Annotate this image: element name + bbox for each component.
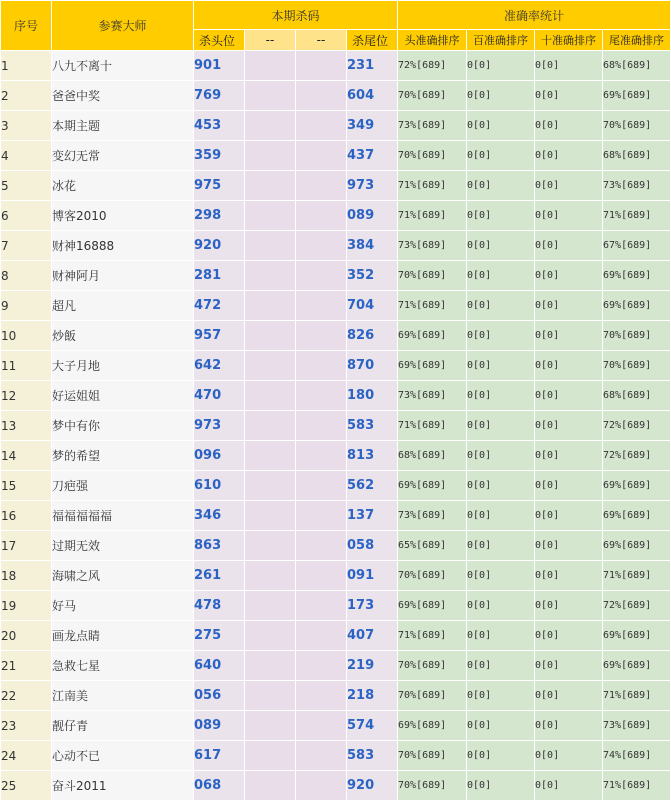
row-master-name[interactable]: 奋斗2011 xyxy=(52,771,193,800)
row-acc-hundred: 0[0] xyxy=(467,771,534,800)
header-accuracy-group: 准确率统计 xyxy=(398,1,670,29)
row-acc-hundred: 0[0] xyxy=(467,171,534,200)
row-kill-tail: 173 xyxy=(347,591,397,620)
row-acc-tail: 71%[689] xyxy=(603,201,670,230)
row-acc-hundred: 0[0] xyxy=(467,321,534,350)
row-acc-tail: 69%[689] xyxy=(603,621,670,650)
row-acc-tail: 71%[689] xyxy=(603,561,670,590)
row-acc-hundred: 0[0] xyxy=(467,201,534,230)
row-acc-head: 69%[689] xyxy=(398,321,466,350)
row-empty-1 xyxy=(245,351,295,380)
row-empty-2 xyxy=(296,621,346,650)
table-row xyxy=(1,501,670,530)
row-empty-1 xyxy=(245,621,295,650)
row-acc-tail: 70%[689] xyxy=(603,321,670,350)
row-kill-head: 089 xyxy=(194,711,244,740)
table-row xyxy=(1,531,670,560)
row-acc-hundred: 0[0] xyxy=(467,561,534,590)
row-seq: 18 xyxy=(1,561,51,590)
table-body xyxy=(1,51,670,800)
row-acc-ten: 0[0] xyxy=(535,621,602,650)
header-kill-group: 本期杀码 xyxy=(194,1,397,29)
row-acc-ten: 0[0] xyxy=(535,201,602,230)
table-row xyxy=(1,261,670,290)
row-acc-tail: 68%[689] xyxy=(603,381,670,410)
row-empty-2 xyxy=(296,441,346,470)
row-empty-1 xyxy=(245,531,295,560)
table-row xyxy=(1,741,670,770)
row-kill-head: 470 xyxy=(194,381,244,410)
row-kill-tail: 231 xyxy=(347,51,397,80)
row-empty-1 xyxy=(245,201,295,230)
header-acc-head: 头准确排序 xyxy=(398,30,466,50)
row-acc-ten: 0[0] xyxy=(535,81,602,110)
row-kill-tail: 384 xyxy=(347,231,397,260)
row-kill-head: 973 xyxy=(194,411,244,440)
table-row xyxy=(1,651,670,680)
row-acc-ten: 0[0] xyxy=(535,741,602,770)
row-empty-2 xyxy=(296,201,346,230)
row-seq: 17 xyxy=(1,531,51,560)
header-empty-2: -- xyxy=(296,30,346,50)
row-acc-tail: 70%[689] xyxy=(603,351,670,380)
row-empty-1 xyxy=(245,501,295,530)
row-seq: 13 xyxy=(1,411,51,440)
row-kill-tail: 920 xyxy=(347,771,397,800)
row-acc-head: 73%[689] xyxy=(398,111,466,140)
row-acc-hundred: 0[0] xyxy=(467,681,534,710)
row-acc-hundred: 0[0] xyxy=(467,591,534,620)
row-empty-2 xyxy=(296,171,346,200)
header-kill-head: 杀头位 xyxy=(194,30,244,50)
row-kill-head: 642 xyxy=(194,351,244,380)
table-row xyxy=(1,201,670,230)
table-row xyxy=(1,441,670,470)
row-acc-ten: 0[0] xyxy=(535,501,602,530)
row-kill-head: 863 xyxy=(194,531,244,560)
row-acc-hundred: 0[0] xyxy=(467,291,534,320)
row-acc-ten: 0[0] xyxy=(535,591,602,620)
row-acc-head: 70%[689] xyxy=(398,681,466,710)
row-acc-hundred: 0[0] xyxy=(467,381,534,410)
row-kill-head: 346 xyxy=(194,501,244,530)
row-empty-1 xyxy=(245,291,295,320)
row-empty-2 xyxy=(296,261,346,290)
row-master-name[interactable]: 变幻无常 xyxy=(52,141,193,170)
row-master-name[interactable]: 炒飯 xyxy=(52,321,193,350)
row-acc-head: 71%[689] xyxy=(398,171,466,200)
row-empty-1 xyxy=(245,681,295,710)
row-acc-ten: 0[0] xyxy=(535,291,602,320)
row-acc-tail: 70%[689] xyxy=(603,111,670,140)
header-empty-1: -- xyxy=(245,30,295,50)
row-acc-tail: 69%[689] xyxy=(603,291,670,320)
row-empty-1 xyxy=(245,771,295,800)
row-acc-head: 68%[689] xyxy=(398,441,466,470)
header-row xyxy=(1,1,670,29)
row-kill-tail: 813 xyxy=(347,441,397,470)
row-seq: 12 xyxy=(1,381,51,410)
row-empty-1 xyxy=(245,81,295,110)
row-empty-1 xyxy=(245,591,295,620)
row-master-name[interactable]: 本期主题 xyxy=(52,111,193,140)
row-kill-tail: 219 xyxy=(347,651,397,680)
row-kill-tail: 583 xyxy=(347,411,397,440)
row-acc-tail: 67%[689] xyxy=(603,231,670,260)
row-empty-2 xyxy=(296,741,346,770)
row-seq: 16 xyxy=(1,501,51,530)
row-acc-hundred: 0[0] xyxy=(467,531,534,560)
row-empty-2 xyxy=(296,141,346,170)
row-kill-tail: 870 xyxy=(347,351,397,380)
row-acc-hundred: 0[0] xyxy=(467,81,534,110)
row-master-name[interactable]: 梦的希望 xyxy=(52,441,193,470)
row-acc-hundred: 0[0] xyxy=(467,111,534,140)
row-seq: 14 xyxy=(1,441,51,470)
row-kill-head: 769 xyxy=(194,81,244,110)
table-row xyxy=(1,471,670,500)
row-empty-1 xyxy=(245,561,295,590)
row-seq: 19 xyxy=(1,591,51,620)
row-seq: 3 xyxy=(1,111,51,140)
table-row xyxy=(1,111,670,140)
table-row xyxy=(1,231,670,260)
row-empty-1 xyxy=(245,141,295,170)
row-kill-tail: 704 xyxy=(347,291,397,320)
row-acc-tail: 72%[689] xyxy=(603,591,670,620)
row-acc-head: 70%[689] xyxy=(398,651,466,680)
row-acc-tail: 73%[689] xyxy=(603,711,670,740)
row-seq: 10 xyxy=(1,321,51,350)
row-acc-tail: 72%[689] xyxy=(603,441,670,470)
row-acc-hundred: 0[0] xyxy=(467,441,534,470)
row-master-name[interactable]: 靓仔青 xyxy=(52,711,193,740)
row-acc-tail: 69%[689] xyxy=(603,81,670,110)
row-acc-head: 70%[689] xyxy=(398,261,466,290)
row-acc-hundred: 0[0] xyxy=(467,471,534,500)
row-master-name[interactable]: 刀疤强 xyxy=(52,471,193,500)
row-acc-ten: 0[0] xyxy=(535,351,602,380)
row-acc-tail: 69%[689] xyxy=(603,501,670,530)
row-seq: 5 xyxy=(1,171,51,200)
row-master-name[interactable]: 好运姐姐 xyxy=(52,381,193,410)
row-empty-1 xyxy=(245,51,295,80)
row-acc-ten: 0[0] xyxy=(535,651,602,680)
row-empty-1 xyxy=(245,231,295,260)
row-kill-head: 920 xyxy=(194,231,244,260)
row-acc-head: 69%[689] xyxy=(398,591,466,620)
row-acc-ten: 0[0] xyxy=(535,411,602,440)
row-seq: 4 xyxy=(1,141,51,170)
row-kill-tail: 973 xyxy=(347,171,397,200)
table-row xyxy=(1,171,670,200)
row-seq: 21 xyxy=(1,651,51,680)
row-empty-2 xyxy=(296,321,346,350)
row-acc-head: 73%[689] xyxy=(398,501,466,530)
row-acc-hundred: 0[0] xyxy=(467,621,534,650)
row-empty-2 xyxy=(296,591,346,620)
row-acc-ten: 0[0] xyxy=(535,381,602,410)
row-acc-tail: 69%[689] xyxy=(603,261,670,290)
header-seq: 序号 xyxy=(1,1,51,50)
row-kill-head: 640 xyxy=(194,651,244,680)
row-acc-hundred: 0[0] xyxy=(467,501,534,530)
row-kill-head: 610 xyxy=(194,471,244,500)
row-acc-ten: 0[0] xyxy=(535,141,602,170)
row-empty-1 xyxy=(245,411,295,440)
row-kill-tail: 407 xyxy=(347,621,397,650)
row-seq: 24 xyxy=(1,741,51,770)
row-empty-2 xyxy=(296,291,346,320)
row-acc-tail: 73%[689] xyxy=(603,171,670,200)
row-seq: 23 xyxy=(1,711,51,740)
row-kill-head: 957 xyxy=(194,321,244,350)
row-master-name[interactable]: 八九不离十 xyxy=(52,51,193,80)
table-row xyxy=(1,321,670,350)
row-acc-hundred: 0[0] xyxy=(467,231,534,260)
row-master-name[interactable]: 心动不已 xyxy=(52,741,193,770)
row-empty-1 xyxy=(245,111,295,140)
row-kill-head: 901 xyxy=(194,51,244,80)
row-kill-tail: 218 xyxy=(347,681,397,710)
row-kill-head: 478 xyxy=(194,591,244,620)
row-acc-head: 71%[689] xyxy=(398,411,466,440)
table-row xyxy=(1,381,670,410)
row-acc-ten: 0[0] xyxy=(535,231,602,260)
row-kill-tail: 562 xyxy=(347,471,397,500)
row-kill-tail: 180 xyxy=(347,381,397,410)
row-kill-tail: 352 xyxy=(347,261,397,290)
row-acc-head: 71%[689] xyxy=(398,291,466,320)
row-kill-tail: 583 xyxy=(347,741,397,770)
row-empty-2 xyxy=(296,681,346,710)
row-empty-1 xyxy=(245,171,295,200)
row-acc-tail: 69%[689] xyxy=(603,471,670,500)
row-empty-2 xyxy=(296,351,346,380)
row-kill-head: 975 xyxy=(194,171,244,200)
row-acc-head: 73%[689] xyxy=(398,231,466,260)
row-acc-hundred: 0[0] xyxy=(467,261,534,290)
table-row xyxy=(1,711,670,740)
row-acc-ten: 0[0] xyxy=(535,321,602,350)
row-acc-ten: 0[0] xyxy=(535,711,602,740)
row-kill-tail: 349 xyxy=(347,111,397,140)
row-acc-head: 70%[689] xyxy=(398,771,466,800)
row-acc-head: 69%[689] xyxy=(398,471,466,500)
row-kill-head: 617 xyxy=(194,741,244,770)
row-empty-1 xyxy=(245,471,295,500)
row-acc-ten: 0[0] xyxy=(535,261,602,290)
table-row xyxy=(1,141,670,170)
row-acc-ten: 0[0] xyxy=(535,681,602,710)
row-acc-ten: 0[0] xyxy=(535,111,602,140)
table-row xyxy=(1,81,670,110)
row-acc-head: 69%[689] xyxy=(398,711,466,740)
table-row xyxy=(1,621,670,650)
row-master-name[interactable]: 过期无效 xyxy=(52,531,193,560)
row-acc-tail: 71%[689] xyxy=(603,681,670,710)
row-acc-ten: 0[0] xyxy=(535,441,602,470)
row-empty-2 xyxy=(296,51,346,80)
row-master-name[interactable]: 江南美 xyxy=(52,681,193,710)
row-kill-tail: 574 xyxy=(347,711,397,740)
row-kill-tail: 604 xyxy=(347,81,397,110)
row-acc-head: 65%[689] xyxy=(398,531,466,560)
row-acc-tail: 74%[689] xyxy=(603,741,670,770)
row-master-name[interactable]: 画龙点睛 xyxy=(52,621,193,650)
row-master-name[interactable]: 冰花 xyxy=(52,171,193,200)
row-acc-ten: 0[0] xyxy=(535,771,602,800)
row-acc-hundred: 0[0] xyxy=(467,711,534,740)
row-acc-head: 73%[689] xyxy=(398,381,466,410)
row-kill-head: 298 xyxy=(194,201,244,230)
table-row xyxy=(1,51,670,80)
row-seq: 11 xyxy=(1,351,51,380)
row-kill-head: 275 xyxy=(194,621,244,650)
row-seq: 15 xyxy=(1,471,51,500)
row-acc-head: 72%[689] xyxy=(398,51,466,80)
row-acc-hundred: 0[0] xyxy=(467,741,534,770)
row-acc-ten: 0[0] xyxy=(535,561,602,590)
row-empty-1 xyxy=(245,381,295,410)
row-kill-tail: 137 xyxy=(347,501,397,530)
row-kill-head: 472 xyxy=(194,291,244,320)
row-kill-tail: 826 xyxy=(347,321,397,350)
row-acc-head: 69%[689] xyxy=(398,351,466,380)
row-acc-ten: 0[0] xyxy=(535,171,602,200)
row-acc-tail: 68%[689] xyxy=(603,51,670,80)
table-row xyxy=(1,591,670,620)
row-acc-head: 70%[689] xyxy=(398,81,466,110)
row-acc-tail: 71%[689] xyxy=(603,771,670,800)
table-row xyxy=(1,561,670,590)
row-seq: 2 xyxy=(1,81,51,110)
row-acc-hundred: 0[0] xyxy=(467,651,534,680)
row-empty-1 xyxy=(245,741,295,770)
header-acc-hundred: 百准确排序 xyxy=(467,30,534,50)
row-kill-head: 453 xyxy=(194,111,244,140)
row-acc-tail: 69%[689] xyxy=(603,531,670,560)
row-master-name[interactable]: 海啸之风 xyxy=(52,561,193,590)
row-empty-2 xyxy=(296,471,346,500)
header-kill-tail: 杀尾位 xyxy=(347,30,397,50)
row-master-name[interactable]: 博客2010 xyxy=(52,201,193,230)
row-acc-head: 71%[689] xyxy=(398,201,466,230)
row-master-name[interactable]: 财神16888 xyxy=(52,231,193,260)
header-acc-tail: 尾准确排序 xyxy=(603,30,670,50)
row-acc-ten: 0[0] xyxy=(535,51,602,80)
row-acc-ten: 0[0] xyxy=(535,531,602,560)
row-empty-2 xyxy=(296,381,346,410)
row-master-name[interactable]: 福福福福福 xyxy=(52,501,193,530)
row-acc-head: 70%[689] xyxy=(398,741,466,770)
row-empty-2 xyxy=(296,651,346,680)
header-acc-ten: 十准确排序 xyxy=(535,30,602,50)
row-empty-2 xyxy=(296,771,346,800)
row-master-name[interactable]: 财神阿月 xyxy=(52,261,193,290)
row-master-name[interactable]: 超凡 xyxy=(52,291,193,320)
table-row xyxy=(1,771,670,800)
row-master-name[interactable]: 爸爸中奖 xyxy=(52,81,193,110)
row-master-name[interactable]: 急救七星 xyxy=(52,651,193,680)
row-seq: 9 xyxy=(1,291,51,320)
row-empty-2 xyxy=(296,81,346,110)
row-seq: 7 xyxy=(1,231,51,260)
row-acc-hundred: 0[0] xyxy=(467,51,534,80)
row-empty-2 xyxy=(296,411,346,440)
row-acc-tail: 72%[689] xyxy=(603,411,670,440)
row-empty-2 xyxy=(296,501,346,530)
row-master-name[interactable]: 好马 xyxy=(52,591,193,620)
row-kill-tail: 437 xyxy=(347,141,397,170)
row-kill-tail: 091 xyxy=(347,561,397,590)
row-acc-hundred: 0[0] xyxy=(467,411,534,440)
row-seq: 20 xyxy=(1,621,51,650)
row-kill-tail: 089 xyxy=(347,201,397,230)
row-empty-1 xyxy=(245,651,295,680)
row-empty-1 xyxy=(245,321,295,350)
row-seq: 8 xyxy=(1,261,51,290)
row-master-name[interactable]: 梦中有你 xyxy=(52,411,193,440)
row-seq: 25 xyxy=(1,771,51,800)
row-master-name[interactable]: 大子月地 xyxy=(52,351,193,380)
row-empty-2 xyxy=(296,711,346,740)
row-kill-head: 261 xyxy=(194,561,244,590)
row-acc-head: 70%[689] xyxy=(398,141,466,170)
table-row xyxy=(1,351,670,380)
row-empty-2 xyxy=(296,531,346,560)
row-empty-2 xyxy=(296,561,346,590)
row-acc-head: 70%[689] xyxy=(398,561,466,590)
row-kill-head: 359 xyxy=(194,141,244,170)
row-acc-tail: 69%[689] xyxy=(603,651,670,680)
row-empty-2 xyxy=(296,111,346,140)
row-kill-head: 056 xyxy=(194,681,244,710)
row-acc-hundred: 0[0] xyxy=(467,351,534,380)
row-acc-hundred: 0[0] xyxy=(467,141,534,170)
row-kill-head: 096 xyxy=(194,441,244,470)
row-kill-head: 281 xyxy=(194,261,244,290)
row-acc-ten: 0[0] xyxy=(535,471,602,500)
row-kill-head: 068 xyxy=(194,771,244,800)
row-seq: 6 xyxy=(1,201,51,230)
row-seq: 1 xyxy=(1,51,51,80)
row-empty-1 xyxy=(245,441,295,470)
header-master: 参赛大师 xyxy=(52,1,193,50)
table-row xyxy=(1,411,670,440)
row-empty-2 xyxy=(296,231,346,260)
row-acc-tail: 68%[689] xyxy=(603,141,670,170)
row-empty-1 xyxy=(245,261,295,290)
table-row xyxy=(1,681,670,710)
row-acc-head: 71%[689] xyxy=(398,621,466,650)
table-row xyxy=(1,291,670,320)
row-empty-1 xyxy=(245,711,295,740)
row-seq: 22 xyxy=(1,681,51,710)
row-kill-tail: 058 xyxy=(347,531,397,560)
